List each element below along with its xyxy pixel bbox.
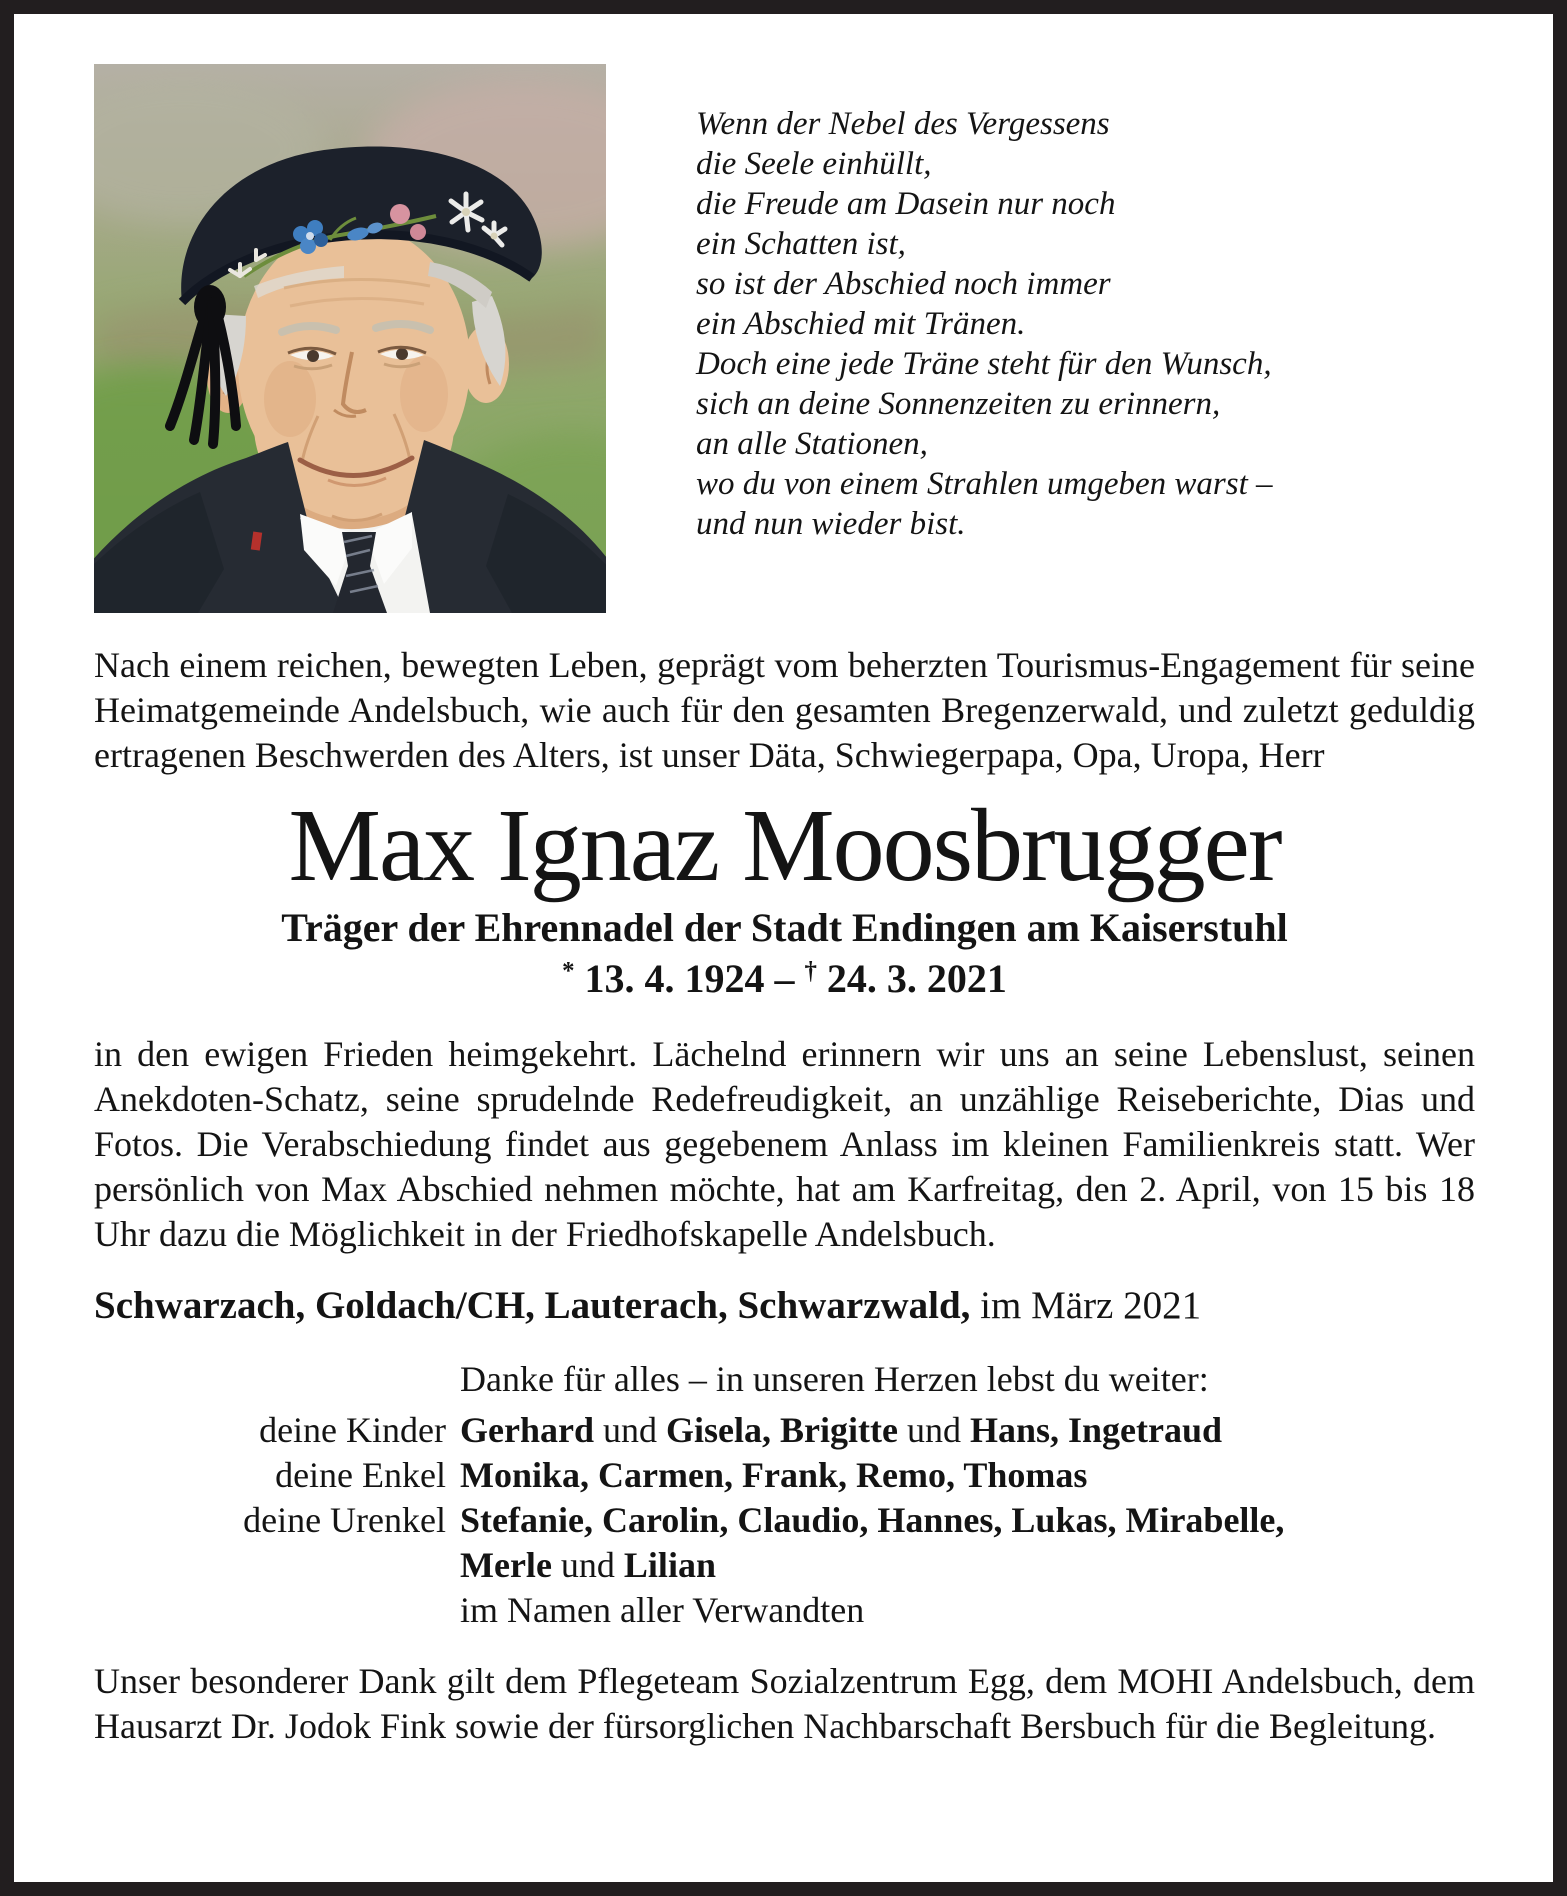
family-names: Stefanie, Carolin, Claudio, Hannes, Lukas, Mirabelle,	[460, 1500, 1285, 1541]
family-names: im Namen aller Verwandten	[460, 1590, 865, 1631]
family-relation-label: deine Urenkel	[243, 1500, 446, 1541]
family-row	[94, 1453, 1475, 1498]
poem-line: so ist der Abschied noch immer	[696, 266, 1111, 302]
deceased-name: Max Ignaz Moosbrugger	[288, 788, 1281, 903]
portrait-photo	[94, 64, 606, 613]
family-list	[94, 1408, 1475, 1633]
family-names: Monika, Carmen, Frank, Remo, Thomas	[460, 1455, 1088, 1496]
intro-paragraph: Nach einem reichen, bewegten Leben, geprägt vom beherzten Tourismus-Engagement für seine Heimatgemeinde Andelsbuch, wie auch für den gesamten Bregenzerwald, und zuletzt geduldig ertragenen Beschwerden des Alters, ist unser Däta, Schwiegerpapa, Opa, Uropa, Herr	[94, 645, 1475, 775]
family-relation-label	[94, 1588, 446, 1633]
portrait-illustration	[94, 64, 606, 613]
poem-line: ein Schatten ist,	[696, 226, 906, 262]
family-relation-label: deine Kinder	[259, 1410, 446, 1451]
poem-line: und nun wieder bist.	[696, 506, 966, 542]
life-dates: * 13. 4. 1924 – † 24. 3. 2021	[562, 956, 1007, 1002]
places-line: Schwarzach, Goldach/CH, Lauterach, Schwarzwald, im März 2021	[94, 1284, 1202, 1328]
family-names: Gerhard und Gisela, Brigitte und Hans, Ingetraud	[460, 1410, 1222, 1451]
poem-line: die Seele einhüllt,	[696, 146, 932, 182]
poem-line: wo du von einem Strahlen umgeben warst –	[696, 466, 1273, 502]
poem-line: ein Abschied mit Tränen.	[696, 306, 1026, 342]
poem-line: Wenn der Nebel des Vergessens	[696, 106, 1110, 142]
poem-line: an alle Stationen,	[696, 426, 928, 462]
family-row	[94, 1408, 1475, 1453]
family-row	[94, 1543, 1475, 1588]
memorial-poem	[696, 64, 1273, 544]
poem-line: die Freude am Dasein nur noch	[696, 186, 1116, 222]
header-section	[94, 64, 1475, 613]
family-row	[94, 1498, 1475, 1543]
family-row	[94, 1588, 1475, 1633]
family-relation-label	[94, 1543, 446, 1588]
acknowledgement-paragraph: Unser besonderer Dank gilt dem Pflegeteam Sozialzentrum Egg, dem MOHI Andelsbuch, dem Hausarzt Dr. Jodok Fink sowie der fürsorglichen Nachbarschaft Bersbuch für die Begleitung.	[94, 1661, 1475, 1747]
honor-title: Träger der Ehrennadel der Stadt Endingen am Kaiserstuhl	[281, 905, 1288, 951]
poem-line: sich an deine Sonnenzeiten zu erinnern,	[696, 386, 1221, 422]
family-names: Merle und Lilian	[460, 1545, 716, 1586]
thanks-line: Danke für alles – in unseren Herzen lebst du weiter:	[460, 1359, 1209, 1400]
poem-line: Doch eine jede Träne steht für den Wunsch,	[696, 346, 1272, 382]
family-relation-label: deine Enkel	[275, 1455, 446, 1496]
main-paragraph: in den ewigen Frieden heimgekehrt. Lächelnd erinnern wir uns an seine Lebenslust, seinen Anekdoten-Schatz, seine sprudelnde Redefreudigkeit, an unzählige Reiseberichte, Dias und Fotos. Die Verabschiedung findet aus gegebenem Anlass im kleinen Familienkreis statt. Wer persönlich von Max Abschied nehmen möchte, hat am Karfreitag, den 2. April, von 15 bis 18 Uhr dazu die Möglichkeit in der Friedhofskapelle Andelsbuch.	[94, 1034, 1475, 1255]
